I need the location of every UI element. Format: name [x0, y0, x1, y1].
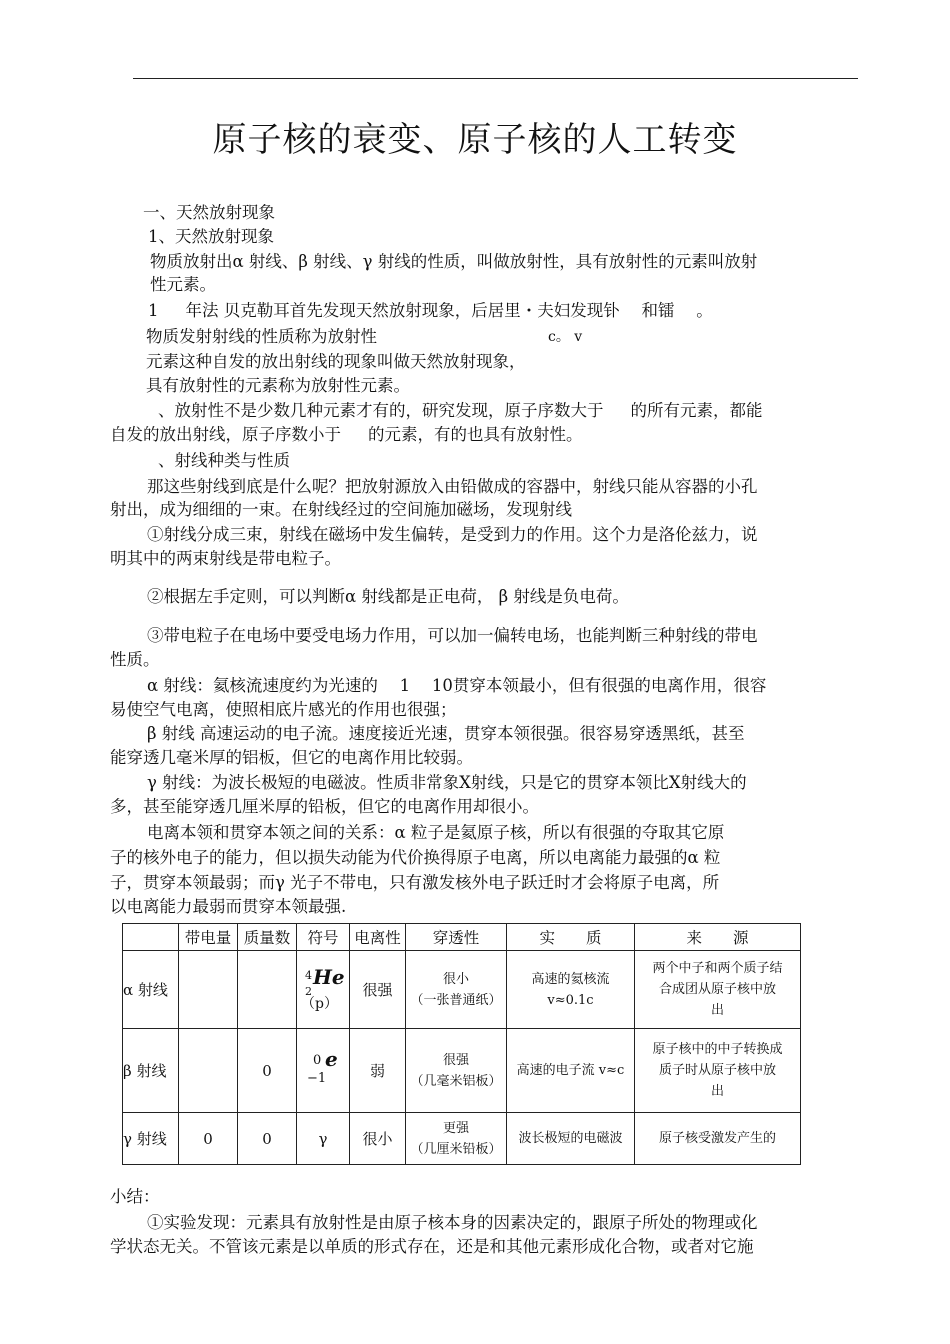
- ray-properties-table: [122, 923, 801, 1165]
- paragraph-line: 、放射性不是少数几种元素才有的，研究发现，原子序数大于 的所有元素，都能: [158, 401, 763, 420]
- table-header-cell: 符号: [297, 924, 350, 951]
- penetration-cell: 很小 （一张普通纸）: [406, 951, 507, 1029]
- paragraph-line: β 射线 高速运动的电子流。速度接近光速，贯穿本领很强。很容易穿透黑纸，甚至: [147, 724, 745, 743]
- mass-cell: 0: [238, 1029, 297, 1113]
- table-header-row: [123, 924, 801, 951]
- essence-cell: 高速的电子流 v≈c: [507, 1029, 635, 1113]
- paragraph-line: 能穿透几毫米厚的铝板，但它的电离作用比较弱。: [110, 748, 473, 767]
- source-cell: 原子核受激发产生的: [635, 1113, 801, 1165]
- paragraph-line: 性质。: [110, 650, 160, 669]
- ray-name: γ 射线: [123, 1113, 179, 1165]
- table-header-cell: 穿透性: [406, 924, 507, 951]
- section-heading-ray-types: 、射线种类与性质: [158, 451, 290, 470]
- symbol-cell: [297, 1029, 350, 1113]
- ionization-cell: 很强: [350, 951, 406, 1029]
- table-header-cell: 来 源: [635, 924, 801, 951]
- charge-cell: [179, 1029, 238, 1113]
- charge-cell: [179, 951, 238, 1029]
- paragraph-line: 自发的放出射线，原子序数小于 的元素，有的也具有放射性。: [110, 425, 583, 444]
- symbol-cell: [297, 951, 350, 1029]
- electron-symbol: 0 e −1: [307, 1046, 338, 1086]
- paragraph-line: 那这些射线到底是什么呢？把放射源放入由铅做成的容器中，射线只能从容器的小孔: [147, 477, 758, 496]
- paragraph-line: ①射线分成三束，射线在磁场中发生偏转，是受到力的作用。这个力是洛伦兹力，说: [147, 525, 758, 544]
- symbol-cell: γ: [297, 1113, 350, 1165]
- table-header-cell: [123, 924, 179, 951]
- paragraph-line: ①实验发现：元素具有放射性是由原子核本身的因素决定的，跟原子所处的物理或化: [147, 1213, 758, 1232]
- paragraph-line: ②根据左手定则，可以判断α 射线都是正电荷， β 射线是负电荷。: [147, 587, 629, 606]
- paragraph-line: 明其中的两束射线是带电粒子。: [110, 549, 341, 568]
- penetration-cell: 更强 （几厘米铅板）: [406, 1113, 507, 1165]
- table-header-cell: 实 质: [507, 924, 635, 951]
- paragraph-line: 性元素。: [150, 275, 216, 294]
- mass-cell: [238, 951, 297, 1029]
- ionization-cell: 很小: [350, 1113, 406, 1165]
- paragraph-line: 易使空气电离，使照相底片感光的作用也很强；: [110, 700, 457, 719]
- ray-name: β 射线: [123, 1029, 179, 1113]
- ray-name: α 射线: [123, 951, 179, 1029]
- section-heading-1: 一、天然放射现象: [143, 203, 275, 222]
- source-cell: 两个中子和两个质子结 合成团从原子核中放 出: [635, 951, 801, 1029]
- helium-symbol: 4 2 He （p）: [301, 964, 345, 1012]
- essence-cell: 波长极短的电磁波: [507, 1113, 635, 1165]
- essence-cell: 高速的氦核流 v≈0.1c: [507, 951, 635, 1029]
- paragraph-line: 子，贯穿本领最弱；而γ 光子不带电，只有激发核外电子跃迁时才会将原子电离，所: [110, 873, 720, 892]
- paragraph-fragment: c。 v: [548, 329, 583, 345]
- paragraph-line: 学状态无关。不管该元素是以单质的形式存在，还是和其他元素形成化合物，或者对它施: [110, 1237, 754, 1256]
- charge-cell: 0: [179, 1113, 238, 1165]
- ionization-cell: 弱: [350, 1029, 406, 1113]
- subsection-heading-1-1: 1、天然放射现象: [148, 227, 274, 246]
- table-header-cell: 质量数: [238, 924, 297, 951]
- table-row-gamma: [123, 1113, 801, 1165]
- mass-cell: 0: [238, 1113, 297, 1165]
- table-row-alpha: [123, 951, 801, 1029]
- paragraph-line: α 射线：氦核流速度约为光速的 1 10贯穿本领最小，但有很强的电离作用，很容: [147, 676, 767, 695]
- penetration-cell: 很强 （几毫米铝板）: [406, 1029, 507, 1113]
- paragraph-line: 电离本领和贯穿本领之间的关系：α 粒子是氦原子核，所以有很强的夺取其它原: [147, 823, 725, 842]
- table-header-cell: 电离性: [350, 924, 406, 951]
- paragraph-line: 物质发射射线的性质称为放射性: [146, 327, 377, 346]
- paragraph-line: γ 射线：为波长极短的电磁波。性质非常象X射线，只是它的贯穿本领比X射线大的: [147, 773, 747, 792]
- paragraph-line: 子的核外电子的能力，但以损失动能为代价换得原子电离，所以电离能力最强的α 粒: [110, 848, 721, 867]
- paragraph-line: 具有放射性的元素称为放射性元素。: [146, 376, 410, 395]
- paragraph-line: 1 年法 贝克勒耳首先发现天然放射现象，后居里・夫妇发现钋 和镭 。: [148, 301, 713, 320]
- paragraph-line: ③带电粒子在电场中要受电场力作用，可以加一偏转电场，也能判断三种射线的带电: [147, 626, 758, 645]
- paragraph-line: 射出，成为细细的一束。在射线经过的空间施加磁场，发现射线: [110, 500, 572, 519]
- paragraph-line: 元素这种自发的放出射线的现象叫做天然放射现象，: [146, 352, 526, 371]
- table-row-beta: [123, 1029, 801, 1113]
- paragraph-line: 多，甚至能穿透几厘米厚的铅板，但它的电离作用却很小。: [110, 797, 539, 816]
- header-rule: [133, 78, 858, 79]
- paragraph-line: 以电离能力最弱而贯穿本领最强.: [110, 897, 347, 916]
- table-header-cell: 带电量: [179, 924, 238, 951]
- source-cell: 原子核中的中子转换成 质子时从原子核中放 出: [635, 1029, 801, 1113]
- summary-heading: 小结：: [110, 1187, 160, 1206]
- page-title: 原子核的衰变、原子核的人工转变: [212, 120, 738, 160]
- paragraph-line: 物质放射出α 射线、β 射线、γ 射线的性质，叫做放射性，具有放射性的元素叫放射: [150, 252, 758, 271]
